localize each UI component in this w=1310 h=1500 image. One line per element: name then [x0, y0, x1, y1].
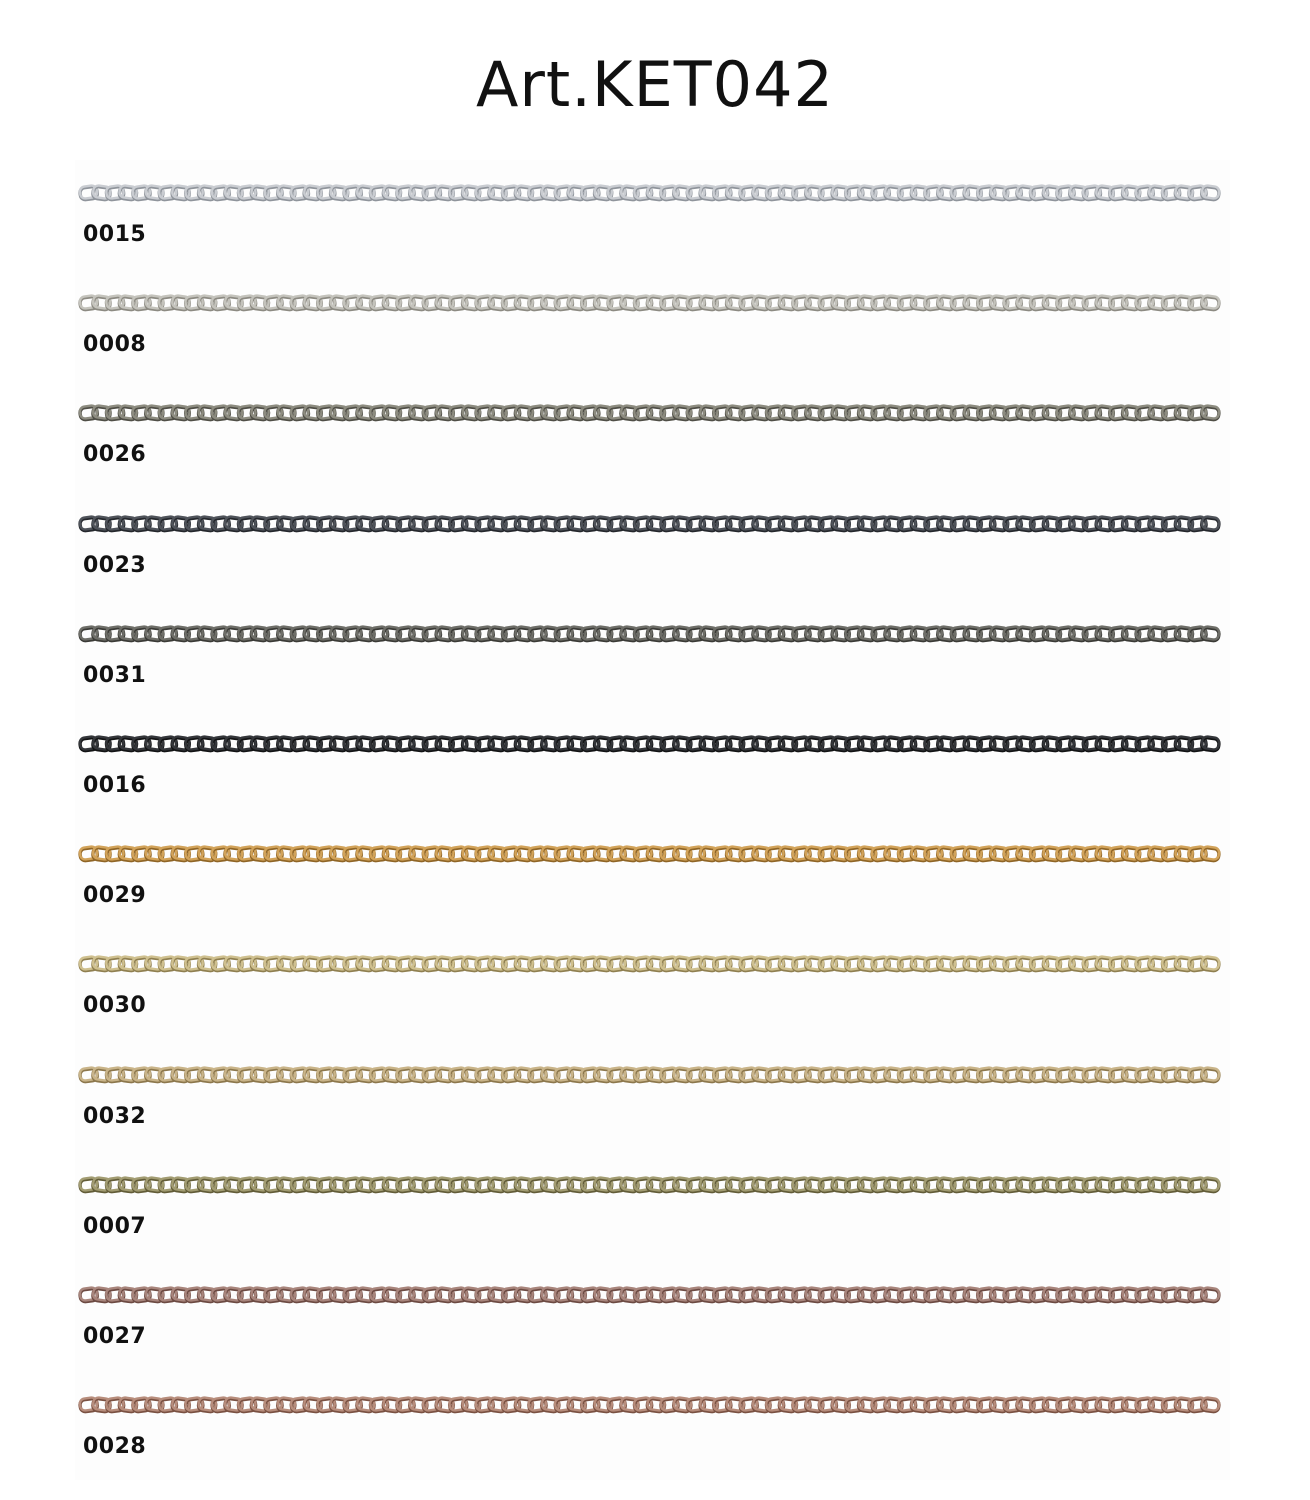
chain-swatch-row [0, 729, 1310, 839]
chain-color-code: 0016 [83, 773, 147, 798]
chain-image [78, 1060, 1218, 1088]
chain-color-code: 0026 [83, 442, 147, 468]
chain-image [78, 288, 1218, 316]
chain-image [78, 1170, 1218, 1198]
chain-swatch-row [0, 398, 1310, 508]
chain-color-code: 0015 [83, 222, 147, 247]
chain-image [78, 949, 1218, 977]
chain-image [78, 398, 1218, 426]
chain-swatch-row [0, 1390, 1310, 1500]
chain-swatch-row [0, 288, 1310, 398]
page-title: Art.KET042 [476, 48, 834, 121]
chain-image [78, 619, 1218, 647]
chain-image [78, 839, 1218, 867]
chain-image [78, 178, 1218, 206]
chain-image [78, 509, 1218, 537]
chain-color-code: 0008 [83, 332, 147, 358]
chain-swatch-row [0, 1280, 1310, 1390]
chain-color-code: 0028 [83, 1434, 147, 1460]
chain-swatch-row [0, 619, 1310, 729]
chain-color-code: 0029 [83, 883, 147, 909]
chain-color-code: 0031 [83, 662, 147, 688]
chain-swatch-row [0, 839, 1310, 949]
chain-color-code: 0023 [83, 552, 147, 578]
chain-image [78, 1390, 1218, 1418]
chain-swatch-row [0, 178, 1310, 288]
chain-swatch-row [0, 509, 1310, 619]
chain-color-code: 0030 [83, 993, 147, 1019]
chain-swatch-row [0, 949, 1310, 1059]
chain-image [78, 1280, 1218, 1308]
chain-color-code: 0007 [83, 1213, 147, 1239]
chain-image [78, 729, 1218, 757]
chain-color-code: 0032 [83, 1103, 147, 1129]
chain-swatch-row [0, 1170, 1310, 1280]
chain-swatch-row [0, 1060, 1310, 1170]
chain-color-code: 0027 [83, 1324, 147, 1349]
